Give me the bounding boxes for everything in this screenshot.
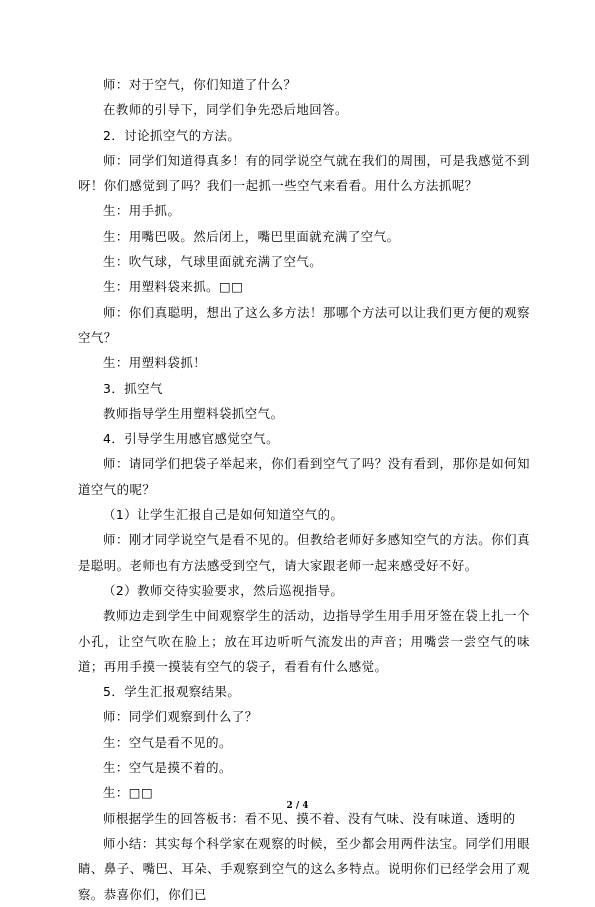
section-heading: 4．引导学生用感官感觉空气。	[103, 431, 279, 447]
page-number: 2 / 4	[286, 801, 309, 811]
paragraph: （1）让学生汇报自己是如何知道空气的。	[103, 507, 344, 523]
paragraph: 生：用手抓。	[103, 203, 181, 219]
paragraph: （2）教师交待实验要求，然后巡视指导。	[103, 582, 344, 598]
document-body	[78, 72, 530, 907]
paragraph: 教师边走到学生中间观察学生的活动，边指导学生用手用牙签在袋上扎一个小孔，让空气吹在脸上；放在耳边听听气流发出的声音；用嘴尝一尝空气的味道；再用手摸一摸装有空气的袋子，看看有什么感觉。	[78, 608, 530, 674]
section-heading: 2．讨论抓空气的方法。	[103, 127, 241, 143]
paragraph: 师：对于空气，你们知道了什么？	[103, 77, 297, 92]
paragraph: 生：用塑料袋来抓。□□	[103, 279, 244, 295]
paragraph: 师：请同学们把袋子举起来，你们看到空气了吗？没有看到，那你是如何知道空气的呢？	[78, 456, 530, 497]
paragraph: 师：刚才同学说空气是看不见的。但教给老师好多感知空气的方法。你们真是聪明。老师也有方法感受到空气，请大家跟老师一起来感受好不好。	[78, 532, 530, 573]
section-heading: 3．抓空气	[103, 380, 163, 396]
paragraph: 师：同学们知道得真多！有的同学说空气就在我们的周围，可是我感觉不到呀！你们感觉到了吗？我们一起抓一些空气来看看。用什么方法抓呢？	[78, 152, 530, 194]
paragraph: 师：你们真聪明，想出了这么多方法！那哪个方法可以让我们更方便的观察空气？	[78, 304, 530, 345]
paragraph: 生：空气是看不见的。	[103, 734, 232, 750]
paragraph: 教师指导学生用塑料袋抓空气。	[103, 405, 284, 421]
paragraph: 生：用嘴巴吸。然后闭上，嘴巴里面就充满了空气。	[103, 228, 400, 244]
paragraph: 师：同学们观察到什么了？	[103, 709, 258, 725]
paragraph: 生：吹气球，气球里面就充满了空气。	[103, 254, 323, 270]
paragraph: 在教师的引导下，同学们争先恐后地回答。	[103, 102, 348, 118]
paragraph: 生：空气是摸不着的。	[103, 760, 232, 776]
section-heading: 5．学生汇报观察结果。	[103, 684, 241, 700]
paragraph: 生：□□	[103, 785, 154, 801]
paragraph: 师根据学生的回答板书：看不见、摸不着、没有气味、没有味道、透明的	[103, 810, 516, 826]
paragraph: 师小结：其实每个科学家在观察的时候，至少都会用两件法宝。同学们用眼睛、鼻子、嘴巴、耳朵、手观察到空气的这么多特点。说明你们已经学会用了观察。恭喜你们，你们已	[78, 835, 530, 902]
paragraph: 生：用塑料袋抓！	[103, 355, 207, 371]
